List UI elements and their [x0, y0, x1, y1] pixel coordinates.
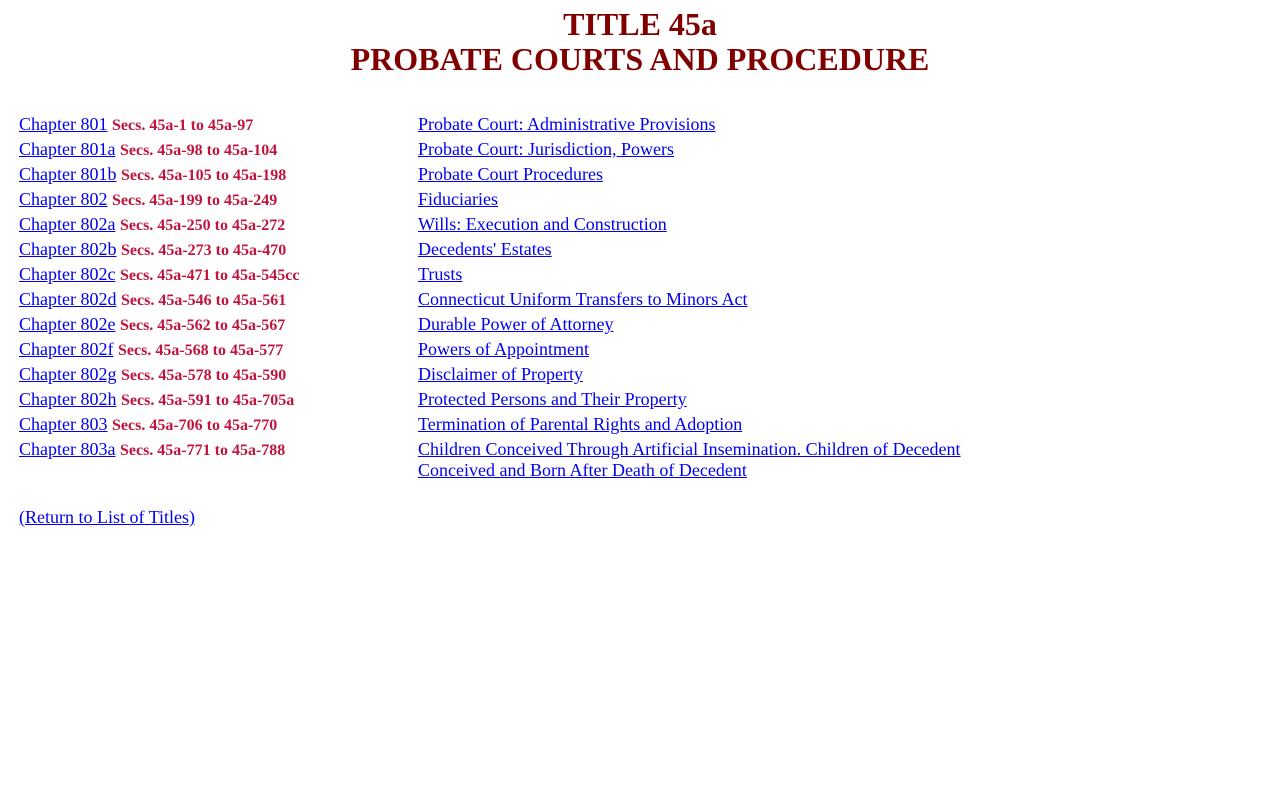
chapter-row: [19, 339, 1259, 364]
section-range: Secs. 45a-771 to 45a-788: [119, 442, 286, 459]
chapter-title-link[interactable]: Probate Court: Jurisdiction, Powers: [418, 139, 674, 159]
chapter-link[interactable]: Chapter 801b: [19, 164, 117, 184]
chapter-title-link[interactable]: Decedents' Estates: [418, 239, 552, 259]
chapter-link[interactable]: Chapter 802d: [19, 289, 117, 309]
chapter-row: [19, 114, 1259, 139]
section-range: Secs. 45a-591 to 45a-705a: [120, 392, 295, 409]
chapter-title-cell: [418, 164, 978, 185]
chapter-cell: [19, 164, 418, 186]
section-range: Secs. 45a-273 to 45a-470: [120, 242, 287, 259]
chapter-row: [19, 189, 1259, 214]
section-range: Secs. 45a-199 to 45a-249: [111, 192, 278, 209]
chapter-title-cell: [418, 189, 978, 210]
chapter-cell: [19, 414, 418, 436]
chapter-row: [19, 214, 1259, 239]
chapter-cell: [19, 364, 418, 386]
chapter-row: [19, 439, 1259, 481]
return-section: [19, 507, 195, 528]
chapter-row: [19, 414, 1259, 439]
chapter-title-link[interactable]: Termination of Parental Rights and Adoption: [418, 414, 743, 434]
chapter-cell: [19, 139, 418, 161]
chapter-row: [19, 164, 1259, 189]
chapter-cell: [19, 389, 418, 411]
chapter-link[interactable]: Chapter 802f: [19, 339, 114, 359]
chapter-title-cell: [418, 264, 978, 285]
chapter-title-cell: [418, 389, 978, 410]
chapter-title-link[interactable]: Connecticut Uniform Transfers to Minors Act: [418, 289, 748, 309]
chapter-link[interactable]: Chapter 801a: [19, 139, 116, 159]
chapter-link[interactable]: Chapter 802b: [19, 239, 117, 259]
chapter-title-cell: [418, 339, 978, 360]
chapter-title-cell: [418, 239, 978, 260]
page-header: [0, 0, 1280, 77]
section-range: Secs. 45a-546 to 45a-561: [120, 292, 287, 309]
chapter-link[interactable]: Chapter 802c: [19, 264, 116, 284]
section-range: Secs. 45a-471 to 45a-545cc: [119, 267, 300, 284]
chapter-title-link[interactable]: Wills: Execution and Construction: [418, 214, 667, 234]
section-range: Secs. 45a-706 to 45a-770: [111, 417, 278, 434]
chapter-title-cell: [418, 364, 978, 385]
chapter-title-cell: [418, 289, 978, 310]
section-range: Secs. 45a-105 to 45a-198: [120, 167, 287, 184]
chapter-row: [19, 364, 1259, 389]
title-name: PROBATE COURTS AND PROCEDURE: [350, 41, 930, 77]
chapter-cell: [19, 314, 418, 336]
chapter-title-link[interactable]: Powers of Appointment: [418, 339, 589, 359]
chapter-cell: [19, 289, 418, 311]
chapter-link[interactable]: Chapter 802h: [19, 389, 117, 409]
chapter-link[interactable]: Chapter 801: [19, 114, 108, 134]
chapter-title-cell: [418, 439, 978, 481]
chapter-title-link[interactable]: Probate Court Procedures: [418, 164, 603, 184]
title-number: TITLE 45a: [563, 6, 717, 42]
section-range: Secs. 45a-1 to 45a-97: [111, 117, 254, 134]
chapter-link[interactable]: Chapter 802: [19, 189, 108, 209]
chapter-row: [19, 139, 1259, 164]
section-range: Secs. 45a-98 to 45a-104: [119, 142, 278, 159]
chapter-link[interactable]: Chapter 802e: [19, 314, 116, 334]
chapter-cell: [19, 339, 418, 361]
chapter-cell: [19, 114, 418, 136]
chapter-title-link[interactable]: Probate Court: Administrative Provisions: [418, 114, 716, 134]
chapter-title-cell: [418, 414, 978, 435]
chapter-title-cell: [418, 114, 978, 135]
chapter-title-link[interactable]: Trusts: [418, 264, 463, 284]
chapter-row: [19, 264, 1259, 289]
chapter-row: [19, 389, 1259, 414]
chapter-title-cell: [418, 314, 978, 335]
chapter-title-link[interactable]: Protected Persons and Their Property: [418, 389, 687, 409]
section-range: Secs. 45a-578 to 45a-590: [120, 367, 287, 384]
chapter-table: [19, 114, 1259, 481]
chapter-title-cell: [418, 214, 978, 235]
chapter-row: [19, 239, 1259, 264]
chapter-cell: [19, 439, 418, 461]
section-range: Secs. 45a-568 to 45a-577: [117, 342, 284, 359]
chapter-cell: [19, 264, 418, 286]
chapter-title-link[interactable]: Children Conceived Through Artificial Insemination. Children of Decedent Conceived and Born After Death of Decedent: [418, 439, 961, 480]
chapter-cell: [19, 214, 418, 236]
chapter-row: [19, 289, 1259, 314]
chapter-link[interactable]: Chapter 803a: [19, 439, 116, 459]
chapter-link[interactable]: Chapter 802g: [19, 364, 117, 384]
chapter-cell: [19, 239, 418, 261]
return-to-titles-link[interactable]: (Return to List of Titles): [19, 507, 196, 527]
chapter-title-cell: [418, 139, 978, 160]
chapter-cell: [19, 189, 418, 211]
section-range: Secs. 45a-250 to 45a-272: [119, 217, 286, 234]
chapter-row: [19, 314, 1259, 339]
chapter-title-link[interactable]: Disclaimer of Property: [418, 364, 583, 384]
chapter-link[interactable]: Chapter 802a: [19, 214, 116, 234]
chapter-link[interactable]: Chapter 803: [19, 414, 108, 434]
chapter-title-link[interactable]: Fiduciaries: [418, 189, 498, 209]
chapter-title-link[interactable]: Durable Power of Attorney: [418, 314, 614, 334]
section-range: Secs. 45a-562 to 45a-567: [119, 317, 286, 334]
